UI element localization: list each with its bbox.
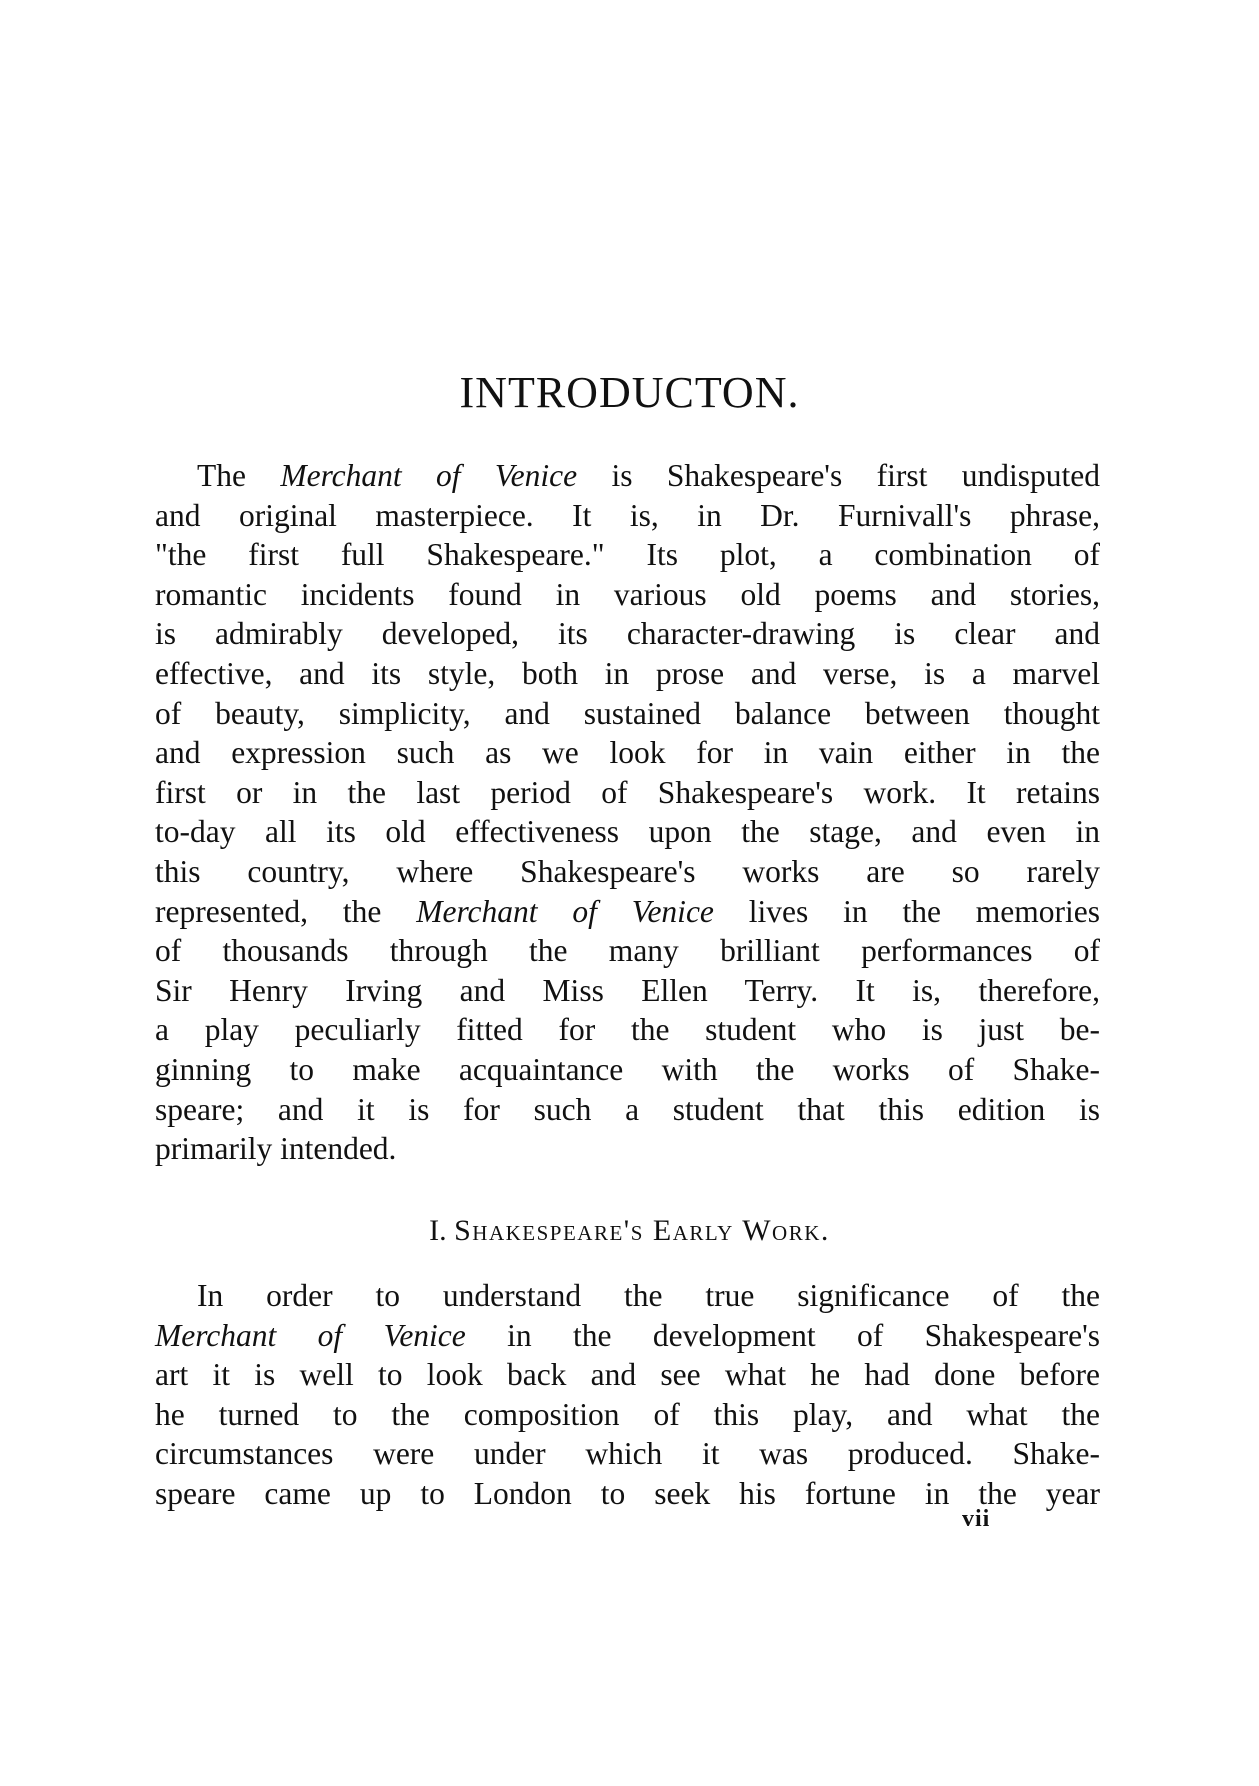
text-line: of thousands through the many brilliant performances of bbox=[155, 933, 1100, 969]
text-line: art it is well to look back and see what he had done before bbox=[155, 1357, 1100, 1393]
text-line: this country, where Shakespeare's works are so rarely bbox=[155, 853, 1100, 889]
text-line: ginning to make acquaintance with the works of Shake- bbox=[155, 1051, 1100, 1087]
text-line: of beauty, simplicity, and sustained balance between thought bbox=[155, 695, 1100, 731]
text-line: romantic incidents found in various old poems and stories, bbox=[155, 576, 1100, 612]
text-line: he turned to the composition of this play, and what the bbox=[155, 1396, 1100, 1432]
early-work-paragraph bbox=[155, 1276, 1100, 1514]
play-title: Merchant of Venice bbox=[155, 1317, 466, 1353]
text-line: speare came up to London to seek his fortune in the year bbox=[155, 1475, 1100, 1511]
text-line: In order to understand the true significance of the bbox=[197, 1278, 1100, 1313]
section-title: Shakespeare's Early Work. bbox=[454, 1214, 830, 1247]
play-title: Merchant of Venice bbox=[280, 458, 578, 493]
text-line: primarily intended. bbox=[155, 1131, 397, 1167]
section-number: I. bbox=[429, 1214, 447, 1247]
section-heading bbox=[0, 1212, 1259, 1250]
text-line: and expression such as we look for in vain either in the bbox=[155, 735, 1100, 771]
text-line: first or in the last period of Shakespeare's work. It retains bbox=[155, 774, 1100, 810]
text-line: Merchant of Venice in the development of Shakespeare's bbox=[155, 1317, 1101, 1353]
text-line: speare; and it is for such a student that this edition is bbox=[155, 1091, 1100, 1127]
text-line: represented, the Merchant of Venice lives in the memories bbox=[155, 893, 1100, 929]
text-line: to-day all its old effectiveness upon the stage, and even in bbox=[155, 814, 1100, 850]
text-line: effective, and its style, both in prose and verse, is a marvel bbox=[155, 655, 1100, 691]
text-line: The Merchant of Venice is Shakespeare's first undisputed bbox=[197, 458, 1100, 493]
text-line: "the first full Shakespeare." Its plot, a combination of bbox=[155, 537, 1100, 573]
text-line: a play peculiarly fitted for the student who is just be- bbox=[155, 1012, 1100, 1048]
page-title: INTRODUCTON. bbox=[459, 368, 800, 417]
text-line: and original masterpiece. It is, in Dr. Furnivall's phrase, bbox=[155, 497, 1100, 533]
page-number: vii bbox=[962, 1506, 991, 1532]
text-line: is admirably developed, its character-drawing is clear and bbox=[155, 616, 1100, 652]
introduction-paragraph bbox=[155, 456, 1100, 1169]
play-title: Merchant of Venice bbox=[416, 893, 714, 929]
text-line: Sir Henry Irving and Miss Ellen Terry. It is, therefore, bbox=[155, 972, 1100, 1008]
text-line: circumstances were under which it was produced. Shake- bbox=[155, 1436, 1100, 1472]
